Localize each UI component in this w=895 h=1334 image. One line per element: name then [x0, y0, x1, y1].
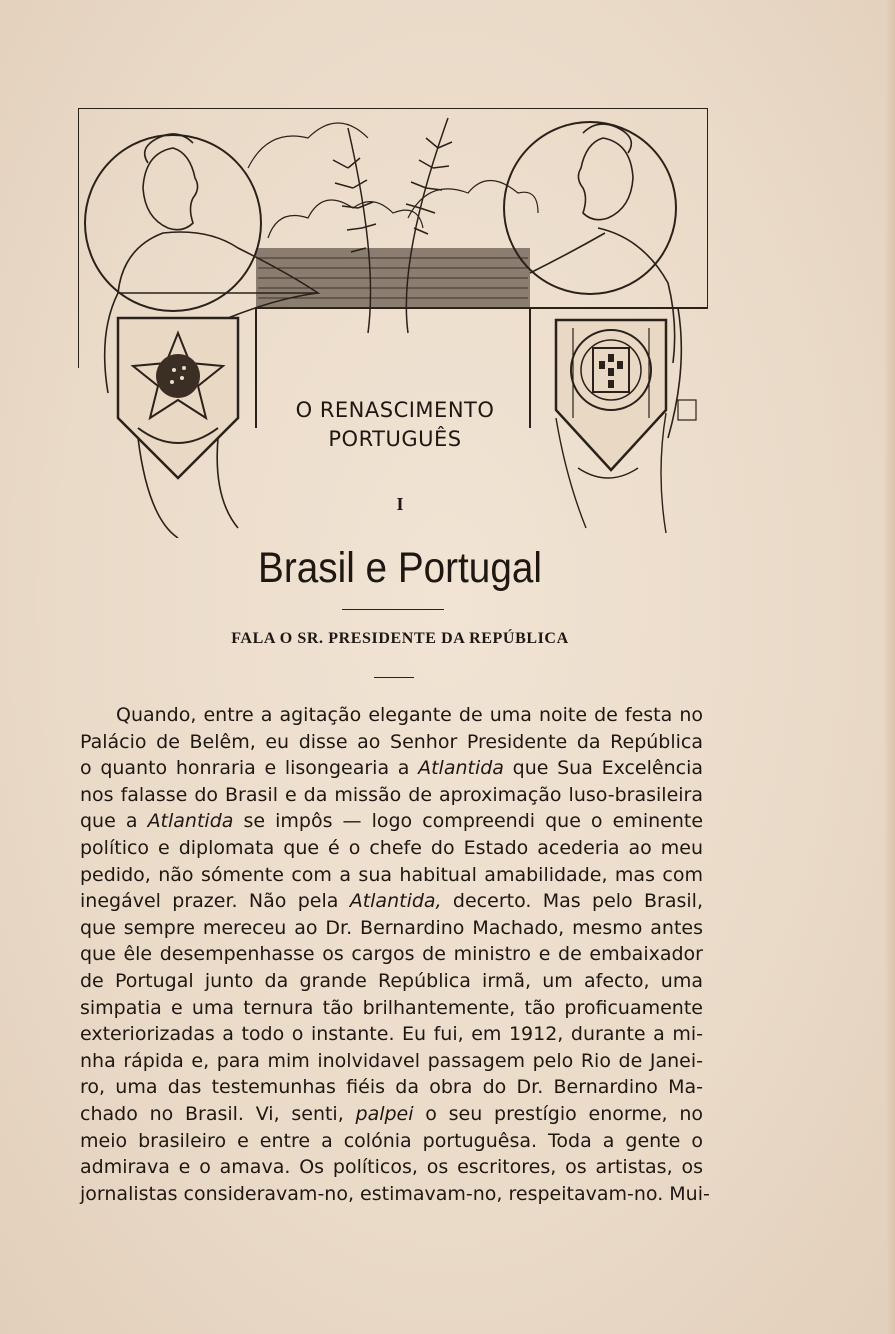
text-segment: de Portugal junto da grande República irmã, um afecto, uma: [80, 969, 703, 992]
text-segment: pedido, não sómente com a sua habitual amabilidade, mas com: [80, 863, 703, 886]
text-line: [80, 1101, 703, 1128]
text-segment: inegável prazer. Não pela: [80, 890, 350, 913]
text-segment: que sempre mereceu ao Dr. Bernardino Machado, mesmo antes: [80, 916, 703, 939]
chapter-subtitle: FALA O SR. PRESIDENTE DA REPÚBLICA: [231, 630, 569, 647]
text-segment: jornalistas consideravam-no, estimavam-no, respeitavam-no. Mui-: [80, 1182, 710, 1205]
text-line: [80, 1048, 703, 1075]
body-text: [80, 702, 710, 1207]
text-segment: decerto. Mas pelo Brasil,: [441, 890, 703, 913]
text-line: [80, 729, 703, 756]
text-segment: admirava e o amava. Os políticos, os escritores, os artistas, os: [80, 1156, 703, 1179]
text-segment: se impôs — logo compreendi que o eminente: [233, 810, 704, 833]
text-segment: Quando, entre a agitação elegante de uma noite de festa no: [116, 704, 703, 726]
divider: [342, 609, 444, 610]
text-line: [80, 782, 703, 809]
italic-text: palpei: [355, 1102, 414, 1125]
text-segment: ro, uma das testemunhas fiéis da obra do Dr. Bernardino Ma-: [80, 1076, 703, 1099]
heading-line: PORTUGUÊS: [328, 427, 462, 451]
header-illustration: [78, 108, 708, 538]
text-line: [80, 755, 703, 782]
text-line: [80, 1021, 703, 1048]
text-line: [80, 1128, 703, 1155]
italic-text: Atlantida: [147, 810, 234, 833]
text-segment: meio brasileiro e entre a colónia portuguêsa. Toda a gente o: [80, 1129, 703, 1152]
text-segment: o quanto honraria e lisongearia a: [80, 757, 419, 780]
text-segment: que êle desempenhasse os cargos de ministro e de embaixador: [80, 943, 703, 966]
text-segment: simpatia e uma ternura tão brilhantemente, tão proficuamente: [80, 996, 703, 1019]
chapter-number: I: [396, 494, 404, 514]
text-segment: nos falasse do Brasil e da missão de aproximação luso-brasileira: [80, 783, 703, 806]
italic-text: Atlantida,: [349, 890, 442, 913]
text-line: [80, 1181, 710, 1208]
text-line: [80, 1074, 703, 1101]
text-line: [80, 1154, 703, 1181]
heading-line: O RENASCIMENTO: [295, 398, 495, 422]
text-line: [80, 702, 703, 729]
text-segment: que Sua Excelência: [503, 757, 703, 780]
text-line: [80, 995, 703, 1022]
allegory-engraving: [78, 108, 708, 538]
text-line: [80, 941, 703, 968]
italic-text: Atlantida: [418, 757, 504, 780]
text-segment: político e diplomata que é o chefe do Estado acederia ao meu: [80, 836, 703, 859]
text-segment: Palácio de Belêm, eu disse ao Senhor Presidente da República: [80, 730, 703, 753]
text-line: [80, 968, 703, 995]
text-line: [80, 888, 703, 915]
text-segment: exteriorizadas a todo o instante. Eu fui, em 1912, durante a mi-: [80, 1023, 703, 1046]
text-segment: que a: [80, 810, 148, 833]
divider: [374, 677, 414, 678]
text-segment: chado no Brasil. Vi, senti,: [80, 1102, 356, 1125]
chapter-title: Brasil e Portugal: [258, 544, 542, 592]
section-heading: [245, 396, 545, 454]
page-edge: [885, 0, 895, 1334]
text-line: [80, 808, 703, 835]
text-line: [80, 862, 703, 889]
text-segment: o seu prestígio enorme, no: [413, 1102, 703, 1125]
text-line: [80, 835, 703, 862]
text-segment: nha rápida e, para mim inolvidavel passagem pelo Rio de Janei-: [80, 1049, 703, 1072]
text-line: [80, 915, 703, 942]
